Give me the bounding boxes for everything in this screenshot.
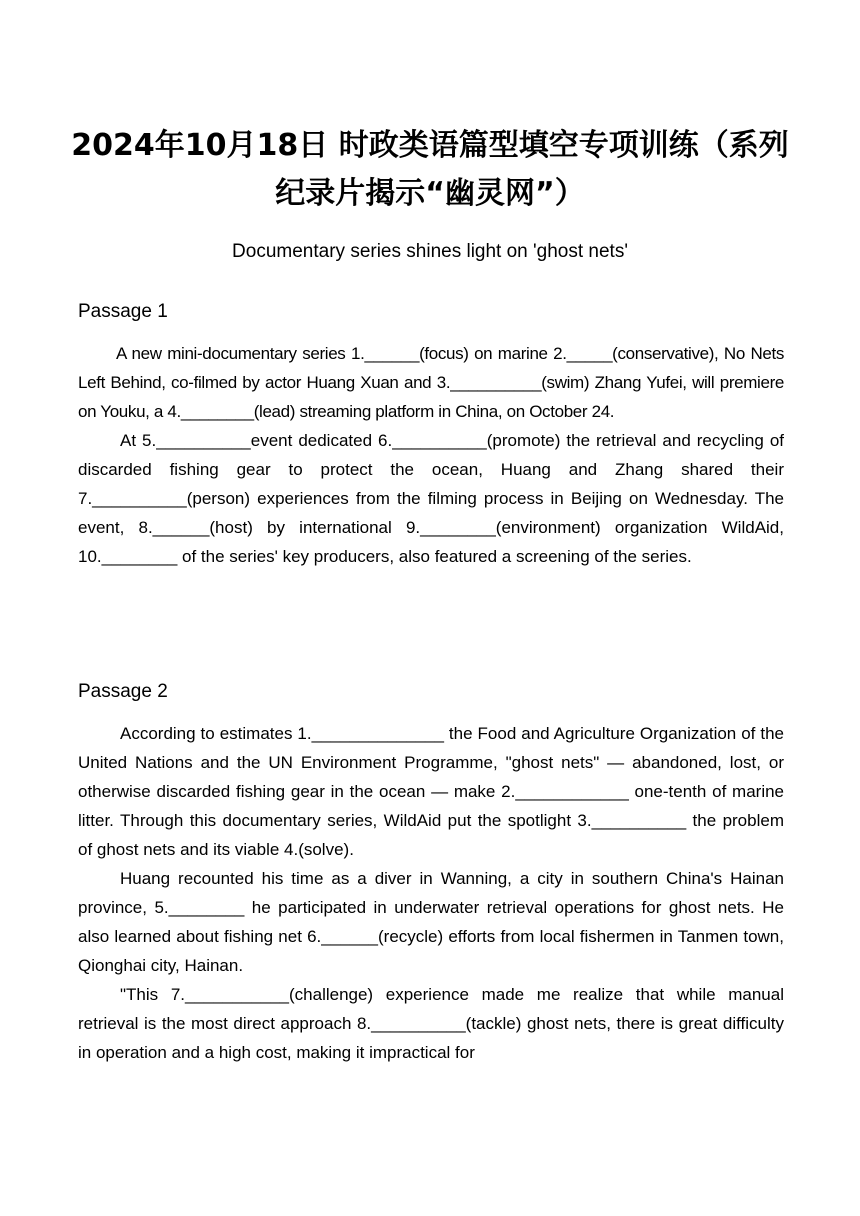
document-title: 2024年10月18日 时政类语篇型填空专项训练（系列纪录片揭示“幽灵网”）: [71, 128, 789, 211]
passage-2-body: [78, 719, 784, 1067]
passage-2-paragraph: "This 7.___________(challenge) experience made me realize that while manual retrieval is the most direct approach 8.__________(tackle) ghost nets, there is great difficulty in operation and a high cost, making it impractical for: [78, 985, 784, 1062]
passage-2-heading: Passage 2: [78, 681, 168, 702]
passage-1-heading: Passage 1: [78, 301, 168, 322]
passage-1-body: [78, 339, 784, 571]
passage-2-paragraph: Huang recounted his time as a diver in Wanning, a city in southern China's Hainan province, 5.________ he participated in underwater retrieval operations for ghost nets. He also learned about fishing net 6.______(recycle) efforts from local fishermen in Tanmen town, Qionghai city, Hainan.: [78, 869, 784, 975]
passage-1-paragraph: At 5.__________event dedicated 6.__________(promote) the retrieval and recycling of discarded fishing gear to protect the ocean, Huang and Zhang shared their 7.__________(person) experiences from the filming process in Beijing on Wednesday. The event, 8.______(host) by international 9.________(environment) organization WildAid, 10.________ of the series' key producers, also featured a screening of the series.: [78, 431, 784, 566]
passage-2-paragraph: According to estimates 1.______________ the Food and Agriculture Organization of the United Nations and the UN Environment Programme, "ghost nets" — abandoned, lost, or otherwise discarded fishing gear in the ocean — make 2.____________ one-tenth of marine litter. Through this documentary series, WildAid put the spotlight 3.__________ the problem of ghost nets and its viable 4.(solve).: [78, 724, 784, 859]
passage-1-paragraph: A new mini-documentary series 1.______(focus) on marine 2._____(conservative), No Nets Left Behind, co-filmed by actor Huang Xuan and 3.__________(swim) Zhang Yufei, will premiere on Youku, a 4.________(lead) streaming platform in China, on October 24.: [78, 344, 784, 421]
document-subtitle: Documentary series shines light on 'ghost nets': [232, 241, 628, 262]
